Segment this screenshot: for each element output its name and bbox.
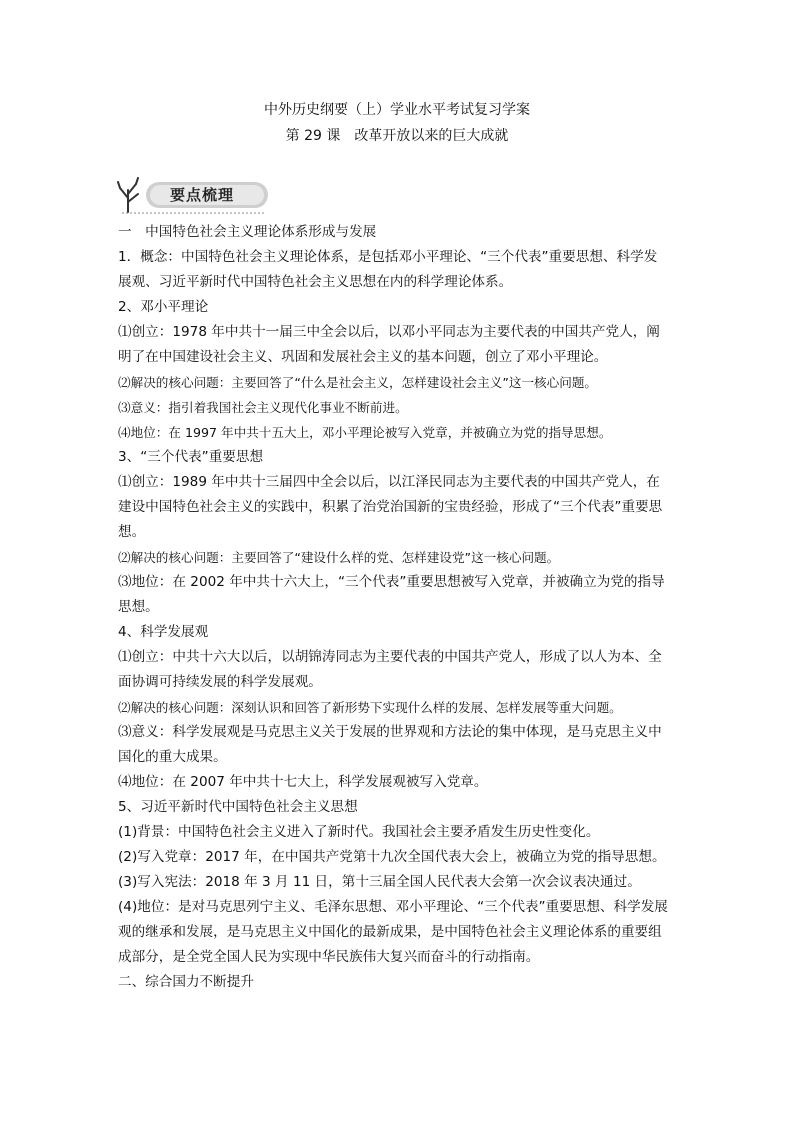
subsection-heading: 3、“三个代表”重要思想 [118,449,264,465]
text-line: (3)写入宪法：2018 年 3 月 11 日，第十三届全国人民代表大会第一次会议表决通过。 [118,874,641,890]
text-line: ⑴创立：1989 年中共十三届四中全会以后，以江泽民同志为主要代表的中国共产党人，在 [118,474,660,490]
text-line: 建设中国特色社会主义的实践中，积累了治党治国新的宝贵经验，形成了“三个代表”重要思 [118,499,663,515]
text-line: 思想。 [118,599,159,615]
text-line: ⑷地位：在 1997 年中共十五大上，邓小平理论被写入党章，并被确立为党的指导思想。 [118,425,612,440]
text-line: 国化的重大成果。 [118,749,227,765]
text-line: ⑴创立：1978 年中共十一届三中全会以后，以邓小平同志为主要代表的中国共产党人，阐 [118,324,660,340]
text-line: (2)写入党章：2017 年，在中国共产党第十九次全国代表大会上，被确立为党的指导思想。 [118,849,666,865]
section-badge-label: 要点梳理 [170,186,235,204]
subsection-heading: 5、习近平新时代中国特色社会主义思想 [118,799,358,815]
text-line: ⑶地位：在 2002 年中共十六大上，“三个代表”重要思想被写入党章，并被确立为党的指导 [118,574,665,590]
content-body [118,220,680,995]
lesson-subtitle: 第 29 课 改革开放以来的巨大成就 [285,128,509,144]
text-line: 想。 [118,524,146,540]
text-line: ⑶意义：科学发展观是马克思主义关于发展的世界观和方法论的集中体现，是马克思主义中 [118,724,662,740]
subsection-heading: 2、邓小平理论 [118,299,209,315]
text-line: ⑵解决的核心问题：主要回答了“什么是社会主义，怎样建设社会主义”这一核心问题。 [118,375,598,390]
text-line: ⑵解决的核心问题：主要回答了“建设什么样的党、怎样建设党”这一核心问题。 [118,550,560,565]
text-line: (1)背景：中国特色社会主义进入了新时代。我国社会主要矛盾发生历史性变化。 [118,824,600,840]
tree-icon [118,178,138,212]
text-line: 明了在中国建设社会主义、巩固和发展社会主义的基本问题，创立了邓小平理论。 [118,349,608,365]
text-line: (4)地位：是对马克思列宁主义、毛泽东思想、邓小平理论、“三个代表”重要思想、科学发展 [118,899,668,915]
section-heading: 一 中国特色社会主义理论体系形成与发展 [118,224,377,240]
text-line: ⑷地位：在 2007 年中共十七大上，科学发展观被写入党章。 [118,774,488,790]
text-line: 1．概念：中国特色社会主义理论体系，是包括邓小平理论、“三个代表”重要思想、科学发 [118,249,658,265]
text-line: ⑶意义：指引着我国社会主义现代化事业不断前进。 [118,400,408,415]
text-line: 展观、习近平新时代中国特色社会主义思想在内的科学理论体系。 [118,274,513,290]
text-line: 成部分，是全党全国人民为实现中华民族伟大复兴而奋斗的行动指南。 [118,949,540,965]
document-title: 中外历史纲要（上）学业水平考试复习学案 [264,102,530,118]
text-line: 观的继承和发展，是马克思主义中国化的最新成果，是中国特色社会主义理论体系的重要组 [118,924,662,940]
text-line: ⑴创立：中共十六大以后，以胡锦涛同志为主要代表的中国共产党人，形成了以人为本、全 [118,649,662,665]
subsection-heading: 4、科学发展观 [118,624,209,640]
text-line: ⑵解决的核心问题：深刻认识和回答了新形势下实现什么样的发展、怎样发展等重大问题。 [118,700,622,715]
text-line: 面协调可持续发展的科学发展观。 [118,674,322,690]
section-heading: 二、综合国力不断提升 [118,974,254,990]
